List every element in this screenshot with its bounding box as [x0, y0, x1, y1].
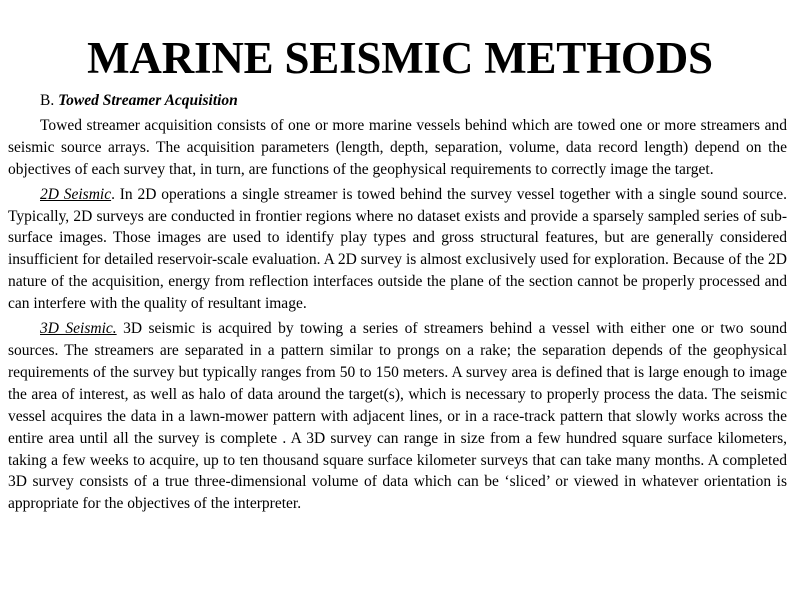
- twod-paragraph: [8, 184, 787, 315]
- threed-paragraph: [8, 318, 787, 515]
- twod-text: . In 2D operations a single streamer is towed behind the survey vessel together with a single sound source. Typically, 2D surveys are conducted in frontier regions where no dataset exists and provide a sparsely sampled series of sub-surface images. Those images are used to identify play types and gross structural features, but are generally considered insufficient for detailed reservoir-scale evaluation. A 2D survey is almost exclusively used for exploration. Because of the 2D nature of the acquisition, energy from reflection interfaces outside the plane of the section cannot be properly processed and can interfere with the quality of resultant image.: [8, 185, 787, 313]
- threed-text: 3D seismic is acquired by towing a series of streamers behind a vessel with either one or two sound sources. The streamers are separated in a pattern similar to prongs on a rake; the separation depends of the geophysical requirements of the survey but typically ranges from 50 to 150 meters. A survey area is defined that is large enough to image the area of interest, as well as halo of data around the target(s), which is necessary to properly process the data. The seismic vessel acquires the data in a lawn-mower pattern with adjacent lines, or in a race-track pattern that slowly works across the entire area until all the survey is complete . A 3D survey can range in size from a few hundred square surface kilometers, taking a few weeks to acquire, up to ten thousand square surface kilometer surveys that can take many months. A completed 3D survey consists of a true three-dimensional volume of data which can be ‘sliced’ or viewed in whatever orientation is appropriate for the objectives of the interpreter.: [8, 320, 787, 513]
- slide-body: [8, 90, 787, 518]
- slide-title: MARINE SEISMIC METHODS: [87, 33, 713, 83]
- twod-term: 2D Seismic: [40, 185, 112, 203]
- section-letter: B.: [40, 92, 55, 109]
- threed-term: 3D Seismic.: [40, 320, 117, 338]
- section-heading: [8, 90, 787, 112]
- section-heading-text: Towed Streamer Acquisition: [58, 92, 238, 109]
- intro-paragraph: Towed streamer acquisition consists of one or more marine vessels behind which are towed one or more streamers and seismic source arrays. The acquisition parameters (length, depth, separation, volume, data record length) depend on the objectives of each survey that, in turn, are functions of the geophysical requirements to correctly image the target.: [8, 116, 787, 178]
